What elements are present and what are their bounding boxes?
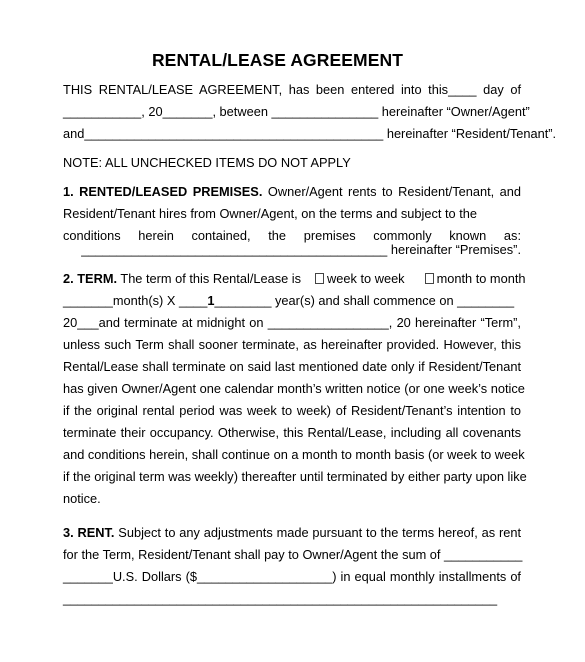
section2-line-8: terminate their occupancy. Otherwise, this Rental/Lease, including all covenants	[63, 425, 521, 440]
section2-line-10: if the original term was weekly) thereafter until terminated by either party upon like	[63, 469, 527, 484]
section3-line-4: _____________________________________________________________	[63, 591, 498, 606]
section3-line-3: _______U.S. Dollars ($___________________) in equal monthly installments of	[63, 569, 521, 584]
intro-line-1: THIS RENTAL/LEASE AGREEMENT, has been entered into this____ day of	[63, 82, 521, 97]
section1-heading: 1. RENTED/LEASED PREMISES.	[63, 184, 263, 199]
section2-line-1	[63, 271, 526, 287]
intro-line-3: and__________________________________________ hereinafter “Resident/Tenant”.	[63, 126, 557, 141]
term-number: 1	[207, 293, 215, 308]
section2-line-2	[63, 293, 521, 309]
section3-line-2: for the Term, Resident/Tenant shall pay to Owner/Agent the sum of ___________	[63, 547, 523, 562]
month-to-month-label: month to month	[436, 271, 526, 286]
section2-line-9: and conditions herein, shall continue on a month to month basis (or week to week	[63, 447, 525, 462]
section2-line-3: 20___and terminate at midnight on _________________, 20 hereinafter “Term”,	[63, 315, 521, 330]
section3-line-1-text: Subject to any adjustments made pursuant to the terms hereof, as rent	[118, 525, 521, 540]
section1-line-2: Resident/Tenant hires from Owner/Agent, on the terms and subject to the	[63, 206, 477, 221]
section2-line-11: notice.	[63, 491, 101, 506]
section3-line-1	[63, 525, 521, 541]
section3-heading: 3. RENT.	[63, 525, 115, 540]
month-to-month-checkbox[interactable]	[425, 273, 434, 284]
commence-text: ________ year(s) and shall commence on ________	[214, 293, 515, 308]
section2-line-5: Rental/Lease shall terminate on said last mentioned date only if Resident/Tenant	[63, 359, 521, 374]
section2-line-1-text: The term of this Rental/Lease is	[120, 271, 302, 286]
section2-heading: 2. TERM.	[63, 271, 118, 286]
section1-line-4: ___________________________________________ hereinafter “Premises”.	[81, 242, 521, 257]
section1-line-1-text: Owner/Agent rents to Resident/Tenant, and	[267, 184, 522, 199]
section1-line-3: conditions herein contained, the premises commonly known as:	[63, 228, 521, 243]
week-to-week-checkbox[interactable]	[315, 273, 324, 284]
week-to-week-label: week to week	[327, 271, 405, 286]
section2-line-6: has given Owner/Agent one calendar month’s written notice (or one week’s notice	[63, 381, 525, 396]
intro-line-2: ___________, 20_______, between _______________ hereinafter “Owner/Agent”	[63, 104, 530, 119]
document-title: RENTAL/LEASE AGREEMENT	[151, 50, 404, 70]
note-line: NOTE: ALL UNCHECKED ITEMS DO NOT APPLY	[63, 155, 351, 170]
months-blank-text: _______month(s) X ____	[63, 293, 208, 308]
section2-line-4: unless such Term shall sooner terminate, as hereinafter provided. However, this	[63, 337, 521, 352]
section2-line-7: if the original rental period was week to week) of Resident/Tenant’s intention to	[63, 403, 521, 418]
section1-line-1	[63, 184, 521, 200]
